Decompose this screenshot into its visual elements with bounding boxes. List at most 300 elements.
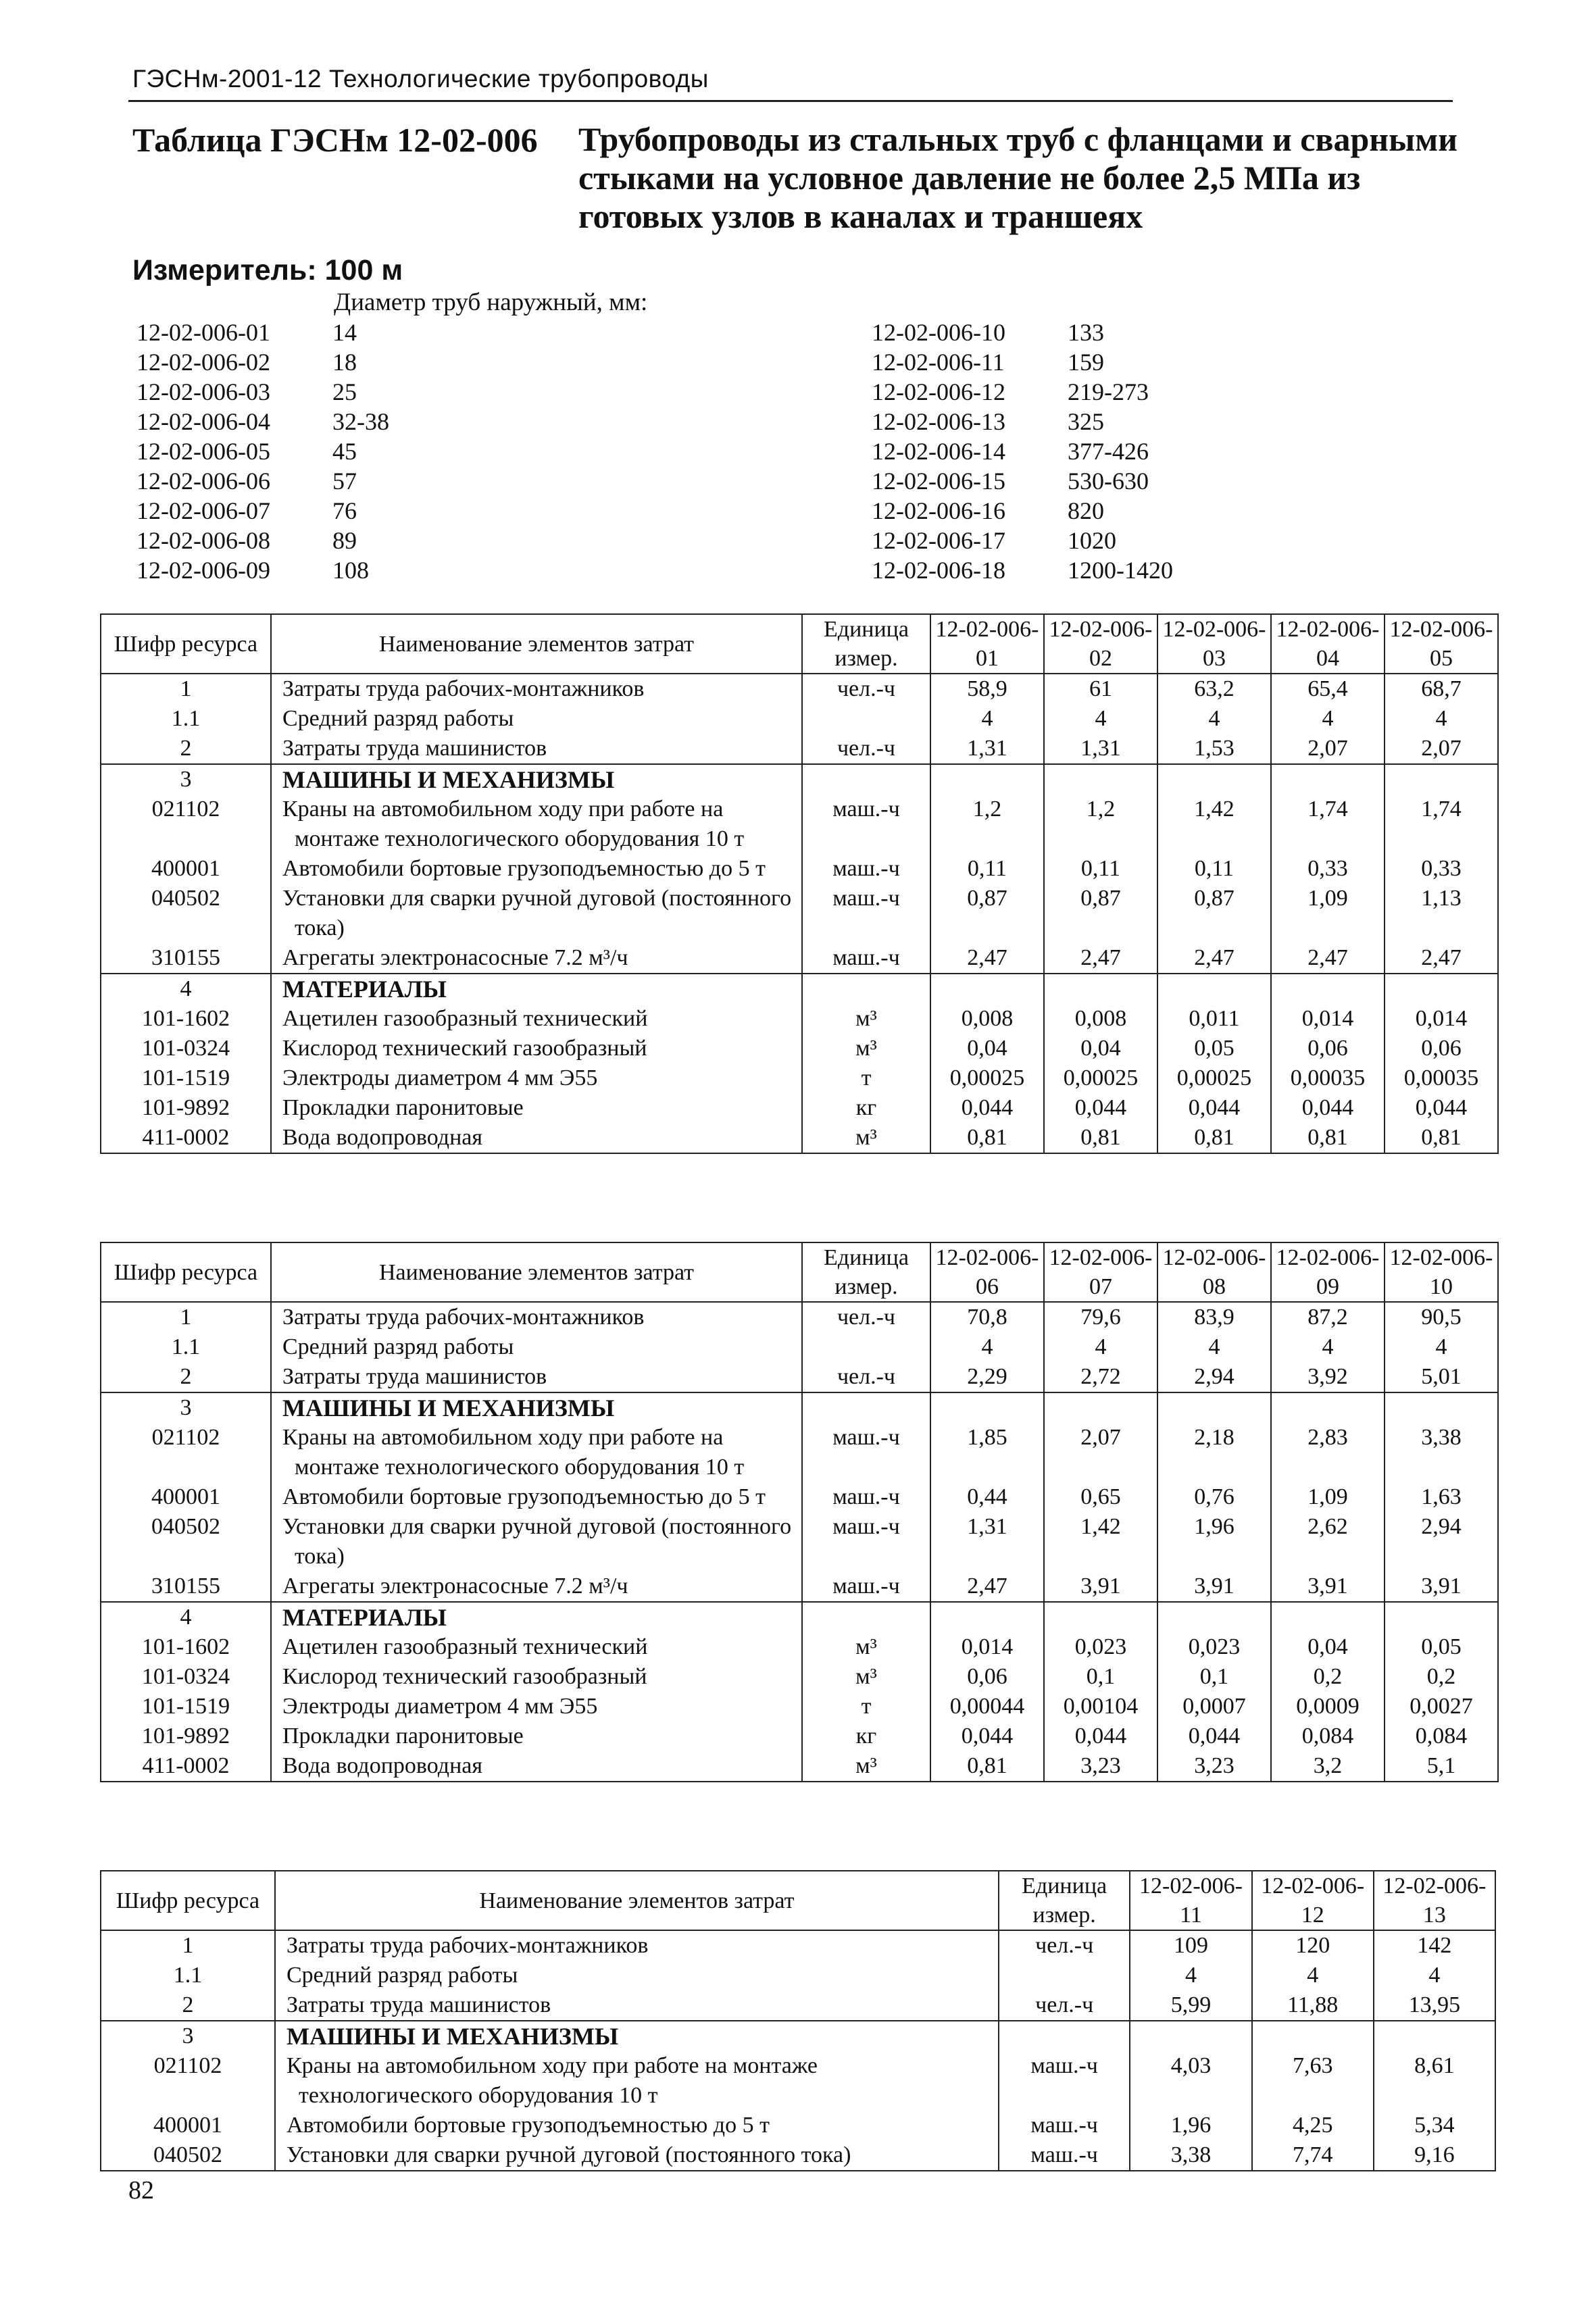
norm-value	[1385, 1392, 1498, 1423]
header-norm-code: 12-02-006-06	[930, 1242, 1044, 1302]
code-list-row	[872, 377, 1270, 407]
norm-code: 12-02-006-14	[872, 438, 1005, 465]
norm-value: 83,9	[1157, 1302, 1271, 1332]
norm-value: 4,03	[1130, 2051, 1251, 2111]
norm-value: 0,044	[930, 1093, 1044, 1123]
norm-value: 3,91	[1385, 1571, 1498, 1602]
table-row	[101, 884, 1498, 943]
table-row	[101, 1004, 1498, 1034]
norm-code: 12-02-006-11	[872, 349, 1005, 376]
cost-element-name: Автомобили бортовые грузоподъемностью до 5 т	[275, 2111, 999, 2140]
norm-value	[1157, 1392, 1271, 1423]
norm-value: 1,74	[1271, 795, 1385, 854]
cost-element-name: Автомобили бортовые грузоподъемностью до 5 т	[271, 854, 802, 884]
norm-value: 0,023	[1044, 1632, 1157, 1662]
cost-element-name: Прокладки паронитовые	[271, 1721, 802, 1751]
resource-code: 400001	[101, 1482, 271, 1512]
norm-value: 0,05	[1385, 1632, 1498, 1662]
resource-code: 2	[101, 734, 271, 764]
table-row	[101, 1961, 1495, 1990]
norm-value: 5,01	[1385, 1362, 1498, 1392]
norm-value: 0,2	[1385, 1662, 1498, 1692]
norm-value: 5,1	[1385, 1751, 1498, 1782]
cost-table-2	[100, 1242, 1499, 1782]
norm-value: 120	[1252, 1930, 1374, 1961]
norm-value: 4	[1252, 1961, 1374, 1990]
norm-value: 4	[1044, 1332, 1157, 1362]
norm-value: 70,8	[930, 1302, 1044, 1332]
code-list-row	[872, 436, 1270, 466]
norm-value: 0,00104	[1044, 1692, 1157, 1721]
norm-value: 0,87	[1157, 884, 1271, 943]
norm-value: 1,53	[1157, 734, 1271, 764]
resource-code: 101-9892	[101, 1721, 271, 1751]
norm-value: 68,7	[1385, 674, 1498, 704]
norm-value: 0,06	[1385, 1034, 1498, 1063]
norm-value	[1157, 764, 1271, 795]
norm-value: 0,044	[1157, 1721, 1271, 1751]
norm-value: 0,044	[930, 1721, 1044, 1751]
norm-value	[1385, 974, 1498, 1004]
cost-element-name: Краны на автомобильном ходу при работе на монтаже технологического оборудования 10 т	[271, 1423, 802, 1482]
diameter-value: 820	[1068, 497, 1104, 524]
norm-value: 0,044	[1044, 1093, 1157, 1123]
unit: чел.-ч	[802, 1362, 930, 1392]
resource-code: 310155	[101, 943, 271, 974]
norm-value: 0,11	[1044, 854, 1157, 884]
norm-value: 65,4	[1271, 674, 1385, 704]
unit: маш.-ч	[999, 2051, 1130, 2111]
norm-value: 2,47	[1044, 943, 1157, 974]
running-head: ГЭСНм-2001-12 Технологические трубопроводы	[132, 65, 709, 93]
unit: чел.-ч	[802, 674, 930, 704]
unit: маш.-ч	[802, 1512, 930, 1571]
norm-code: 12-02-006-18	[872, 557, 1005, 584]
norm-value: 3,23	[1044, 1751, 1157, 1782]
norm-value: 0,1	[1044, 1662, 1157, 1692]
header-norm-code: 12-02-006-03	[1157, 614, 1271, 674]
header-row	[101, 1871, 1495, 1930]
diameter-value: 108	[332, 557, 369, 584]
table-row	[101, 2140, 1495, 2171]
norm-value: 0,05	[1157, 1034, 1271, 1063]
unit	[802, 704, 930, 734]
cost-table-1	[100, 613, 1499, 1154]
norm-value: 0,00025	[1157, 1063, 1271, 1093]
unit: м³	[802, 1123, 930, 1153]
unit: чел.-ч	[802, 1302, 930, 1332]
norm-value: 0,87	[930, 884, 1044, 943]
diameter-value: 14	[332, 319, 357, 346]
diameter-codes-left	[136, 318, 535, 585]
norm-value: 2,29	[930, 1362, 1044, 1392]
norm-value: 1,31	[930, 1512, 1044, 1571]
resource-code: 1.1	[101, 1961, 275, 1990]
unit: м³	[802, 1751, 930, 1782]
norm-value: 4	[1271, 1332, 1385, 1362]
diameter-value: 76	[332, 497, 357, 524]
norm-value: 0,044	[1157, 1093, 1271, 1123]
norm-value	[1044, 1602, 1157, 1632]
code-list-row	[872, 318, 1270, 347]
norm-value: 1,31	[930, 734, 1044, 764]
diameter-value: 32-38	[332, 408, 389, 435]
table-row	[101, 1423, 1498, 1482]
unit: маш.-ч	[802, 1482, 930, 1512]
diameter-codes-right	[872, 318, 1270, 585]
header-norm-code: 12-02-006-11	[1130, 1871, 1251, 1930]
norm-value: 4,25	[1252, 2111, 1374, 2140]
norm-value: 3,38	[1385, 1423, 1498, 1482]
norm-value: 3,38	[1130, 2140, 1251, 2171]
diameter-value: 325	[1068, 408, 1104, 435]
norm-value: 0,00025	[1044, 1063, 1157, 1093]
norm-value: 0,00044	[930, 1692, 1044, 1721]
norm-value: 61	[1044, 674, 1157, 704]
norm-value: 2,47	[930, 1571, 1044, 1602]
norm-value: 109	[1130, 1930, 1251, 1961]
diameter-caption: Диаметр труб наружный, мм:	[334, 288, 648, 316]
unit: маш.-ч	[802, 884, 930, 943]
resource-code: 101-1602	[101, 1004, 271, 1034]
norm-code: 12-02-006-07	[136, 497, 270, 524]
table-row	[101, 1034, 1498, 1063]
norm-value: 3,91	[1044, 1571, 1157, 1602]
diameter-value: 18	[332, 349, 357, 376]
cost-element-name: Электроды диаметром 4 мм Э55	[271, 1692, 802, 1721]
header-norm-code: 12-02-006-04	[1271, 614, 1385, 674]
norm-value: 2,72	[1044, 1362, 1157, 1392]
norm-code: 12-02-006-03	[136, 378, 270, 405]
unit: кг	[802, 1093, 930, 1123]
norm-value: 4	[1271, 704, 1385, 734]
resource-code: 411-0002	[101, 1751, 271, 1782]
resource-code: 4	[101, 1602, 271, 1632]
resource-code: 040502	[101, 884, 271, 943]
norm-code: 12-02-006-10	[872, 319, 1005, 346]
cost-element-name: МАШИНЫ И МЕХАНИЗМЫ	[275, 2021, 999, 2051]
norm-code: 12-02-006-06	[136, 468, 270, 495]
cost-element-name: МАТЕРИАЛЫ	[271, 1602, 802, 1632]
unit: маш.-ч	[802, 1571, 930, 1602]
norm-code: 12-02-006-13	[872, 408, 1005, 435]
header-norm-code: 12-02-006-09	[1271, 1242, 1385, 1302]
code-list-row	[872, 526, 1270, 555]
norm-value: 0,81	[1385, 1123, 1498, 1153]
unit: м³	[802, 1662, 930, 1692]
norm-value: 1,63	[1385, 1482, 1498, 1512]
norm-code: 12-02-006-02	[136, 349, 270, 376]
norm-value: 0,084	[1385, 1721, 1498, 1751]
norm-value: 3,91	[1157, 1571, 1271, 1602]
norm-value: 4	[1130, 1961, 1251, 1990]
header-unit: Единица измер.	[999, 1871, 1130, 1930]
table-row	[101, 2111, 1495, 2140]
cost-element-name: Вода водопроводная	[271, 1123, 802, 1153]
unit: кг	[802, 1721, 930, 1751]
norm-value: 142	[1374, 1930, 1495, 1961]
header-code: Шифр ресурса	[101, 1871, 275, 1930]
resource-code: 3	[101, 1392, 271, 1423]
cost-element-name: Прокладки паронитовые	[271, 1093, 802, 1123]
resource-code: 4	[101, 974, 271, 1004]
table-row	[101, 1512, 1498, 1571]
norm-value: 0,33	[1385, 854, 1498, 884]
norm-value: 0,044	[1044, 1721, 1157, 1751]
resource-code: 101-0324	[101, 1662, 271, 1692]
cost-element-name: Ацетилен газообразный технический	[271, 1632, 802, 1662]
code-list-row	[872, 496, 1270, 526]
diameter-value: 57	[332, 468, 357, 495]
unit: чел.-ч	[802, 734, 930, 764]
cost-element-name: Агрегаты электронасосные 7.2 м³/ч	[271, 1571, 802, 1602]
norm-value: 0,81	[1044, 1123, 1157, 1153]
norm-value: 1,13	[1385, 884, 1498, 943]
code-list-row	[872, 407, 1270, 436]
norm-value: 0,81	[930, 1751, 1044, 1782]
resource-code: 400001	[101, 854, 271, 884]
code-list-row	[136, 496, 535, 526]
norm-value	[1271, 764, 1385, 795]
cost-element-name: Установки для сварки ручной дуговой (постоянного тока)	[275, 2140, 999, 2171]
unit: м³	[802, 1034, 930, 1063]
table-row	[101, 1482, 1498, 1512]
norm-value: 0,06	[1271, 1034, 1385, 1063]
norm-value: 2,47	[1157, 943, 1271, 974]
table-row	[101, 674, 1498, 704]
norm-value: 1,96	[1157, 1512, 1271, 1571]
cost-element-name: МАШИНЫ И МЕХАНИЗМЫ	[271, 764, 802, 795]
unit: маш.-ч	[802, 854, 930, 884]
unit	[802, 764, 930, 795]
norm-value: 1,31	[1044, 734, 1157, 764]
norm-value: 0,044	[1385, 1093, 1498, 1123]
table-row	[101, 1123, 1498, 1153]
resource-code: 3	[101, 2021, 275, 2051]
code-list-row	[136, 347, 535, 377]
norm-value: 0,44	[930, 1482, 1044, 1512]
norm-value: 4	[1157, 704, 1271, 734]
norm-value: 2,07	[1044, 1423, 1157, 1482]
norm-value: 0,044	[1271, 1093, 1385, 1123]
header-norm-code: 12-02-006-07	[1044, 1242, 1157, 1302]
norm-value: 90,5	[1385, 1302, 1498, 1332]
norm-value: 0,04	[1044, 1034, 1157, 1063]
cost-element-name: Краны на автомобильном ходу при работе на монтаже технологического оборудования 10 т	[275, 2051, 999, 2111]
unit: маш.-ч	[802, 795, 930, 854]
norm-value: 0,81	[930, 1123, 1044, 1153]
unit: м³	[802, 1632, 930, 1662]
norm-code: 12-02-006-17	[872, 527, 1005, 554]
header-name: Наименование элементов затрат	[271, 1242, 802, 1302]
section-row	[101, 974, 1498, 1004]
resource-code: 1.1	[101, 1332, 271, 1362]
header-code: Шифр ресурса	[101, 614, 271, 674]
unit	[802, 974, 930, 1004]
resource-code: 040502	[101, 2140, 275, 2171]
resource-code: 1	[101, 1302, 271, 1332]
norm-value: 7,63	[1252, 2051, 1374, 2111]
norm-value	[1385, 1602, 1498, 1632]
resource-code: 040502	[101, 1512, 271, 1571]
table-row	[101, 1571, 1498, 1602]
header-norm-code: 12-02-006-13	[1374, 1871, 1495, 1930]
norm-code: 12-02-006-12	[872, 378, 1005, 405]
norm-value: 2,18	[1157, 1423, 1271, 1482]
resource-code: 411-0002	[101, 1123, 271, 1153]
cost-element-name: Установки для сварки ручной дуговой (постоянного тока)	[271, 1512, 802, 1571]
header-norm-code: 12-02-006-05	[1385, 614, 1498, 674]
norm-value: 4	[1157, 1332, 1271, 1362]
norm-code: 12-02-006-15	[872, 468, 1005, 495]
norm-value	[930, 764, 1044, 795]
norm-code: 12-02-006-05	[136, 438, 270, 465]
norm-value	[1252, 2021, 1374, 2051]
norm-value: 0,023	[1157, 1632, 1271, 1662]
header-norm-code: 12-02-006-01	[930, 614, 1044, 674]
unit	[802, 1602, 930, 1632]
norm-value: 0,2	[1271, 1662, 1385, 1692]
unit	[802, 1332, 930, 1362]
header-norm-code: 12-02-006-10	[1385, 1242, 1498, 1302]
norm-code: 12-02-006-09	[136, 557, 270, 584]
norm-value: 0,1	[1157, 1662, 1271, 1692]
cost-element-name: Средний разряд работы	[275, 1961, 999, 1990]
diameter-value: 89	[332, 527, 357, 554]
cost-element-name: МАТЕРИАЛЫ	[271, 974, 802, 1004]
norm-value: 1,09	[1271, 1482, 1385, 1512]
norm-value: 0,06	[930, 1662, 1044, 1692]
table-row	[101, 854, 1498, 884]
norm-value: 2,47	[1271, 943, 1385, 974]
resource-code: 3	[101, 764, 271, 795]
resource-code: 1.1	[101, 704, 271, 734]
cost-element-name: Затраты труда рабочих-монтажников	[275, 1930, 999, 1961]
norm-value: 3,91	[1271, 1571, 1385, 1602]
page-number: 82	[128, 2176, 154, 2205]
norm-value: 3,2	[1271, 1751, 1385, 1782]
norm-value: 5,34	[1374, 2111, 1495, 2140]
cost-element-name: Краны на автомобильном ходу при работе на монтаже технологического оборудования 10 т	[271, 795, 802, 854]
code-list-row	[136, 318, 535, 347]
resource-code: 400001	[101, 2111, 275, 2140]
diameter-value: 25	[332, 378, 357, 405]
norm-value: 3,92	[1271, 1362, 1385, 1392]
section-row	[101, 2021, 1495, 2051]
table-row	[101, 734, 1498, 764]
unit: т	[802, 1692, 930, 1721]
norm-value	[930, 974, 1044, 1004]
header-norm-code: 12-02-006-02	[1044, 614, 1157, 674]
cost-element-name: Затраты труда рабочих-монтажников	[271, 674, 802, 704]
diameter-value: 45	[332, 438, 357, 465]
norm-value: 4	[930, 704, 1044, 734]
code-list-row	[872, 466, 1270, 496]
norm-code: 12-02-006-01	[136, 319, 270, 346]
norm-value: 1,42	[1157, 795, 1271, 854]
norm-value: 0,0007	[1157, 1692, 1271, 1721]
norm-value	[1044, 974, 1157, 1004]
norm-value: 0,014	[1271, 1004, 1385, 1034]
header-name: Наименование элементов затрат	[275, 1871, 999, 1930]
norm-value: 4	[1374, 1961, 1495, 1990]
meter-label: Измеритель: 100 м	[132, 254, 403, 286]
norm-value: 4	[930, 1332, 1044, 1362]
code-list-row	[136, 466, 535, 496]
norm-value: 2,47	[1385, 943, 1498, 974]
resource-code: 021102	[101, 2051, 275, 2111]
norm-value: 0,008	[1044, 1004, 1157, 1034]
table-label: Таблица ГЭСНм 12-02-006	[132, 121, 538, 159]
norm-value	[1157, 974, 1271, 1004]
norm-value: 0,33	[1271, 854, 1385, 884]
table-title: Трубопроводы из стальных труб с фланцами и сварными стыками на условное давление не более 2,5 МПа из готовых узлов в каналах и траншеях	[578, 120, 1458, 235]
unit: маш.-ч	[802, 1423, 930, 1482]
norm-value: 0,81	[1271, 1123, 1385, 1153]
norm-value: 11,88	[1252, 1990, 1374, 2021]
norm-code: 12-02-006-16	[872, 497, 1005, 524]
cost-element-name: Затраты труда машинистов	[271, 1362, 802, 1392]
norm-value: 0,00035	[1385, 1063, 1498, 1093]
table-row	[101, 1063, 1498, 1093]
norm-value	[1044, 1392, 1157, 1423]
cost-element-name: Установки для сварки ручной дуговой (постоянного тока)	[271, 884, 802, 943]
norm-code: 12-02-006-08	[136, 527, 270, 554]
section-row	[101, 764, 1498, 795]
header-row	[101, 1242, 1498, 1302]
norm-value: 0,011	[1157, 1004, 1271, 1034]
unit	[802, 1392, 930, 1423]
diameter-value: 377-426	[1068, 438, 1149, 465]
norm-value: 1,42	[1044, 1512, 1157, 1571]
cost-element-name: Электроды диаметром 4 мм Э55	[271, 1063, 802, 1093]
norm-value: 0,00035	[1271, 1063, 1385, 1093]
cost-element-name: Агрегаты электронасосные 7.2 м³/ч	[271, 943, 802, 974]
norm-value	[1271, 1602, 1385, 1632]
resource-code: 101-1519	[101, 1063, 271, 1093]
header-row	[101, 614, 1498, 674]
norm-value: 2,07	[1271, 734, 1385, 764]
norm-value	[1271, 1392, 1385, 1423]
unit: т	[802, 1063, 930, 1093]
table-row	[101, 1930, 1495, 1961]
norm-value: 0,81	[1157, 1123, 1271, 1153]
norm-value: 1,2	[930, 795, 1044, 854]
diameter-value: 530-630	[1068, 468, 1149, 495]
cost-element-name: Автомобили бортовые грузоподъемностью до 5 т	[271, 1482, 802, 1512]
norm-value: 0,0009	[1271, 1692, 1385, 1721]
cost-element-name: Кислород технический газообразный	[271, 1662, 802, 1692]
resource-code: 101-0324	[101, 1034, 271, 1063]
norm-value: 2,94	[1385, 1512, 1498, 1571]
resource-code: 2	[101, 1362, 271, 1392]
diameter-value: 1020	[1068, 527, 1116, 554]
norm-value: 2,94	[1157, 1362, 1271, 1392]
norm-value: 0,014	[930, 1632, 1044, 1662]
table-row	[101, 1751, 1498, 1782]
norm-value: 1,96	[1130, 2111, 1251, 2140]
header-norm-code: 12-02-006-08	[1157, 1242, 1271, 1302]
header-code: Шифр ресурса	[101, 1242, 271, 1302]
norm-value: 2,07	[1385, 734, 1498, 764]
code-list-row	[872, 347, 1270, 377]
table-row	[101, 943, 1498, 974]
norm-value: 0,0027	[1385, 1692, 1498, 1721]
norm-value: 0,76	[1157, 1482, 1271, 1512]
table-row	[101, 704, 1498, 734]
resource-code: 101-1602	[101, 1632, 271, 1662]
norm-value: 4	[1044, 704, 1157, 734]
